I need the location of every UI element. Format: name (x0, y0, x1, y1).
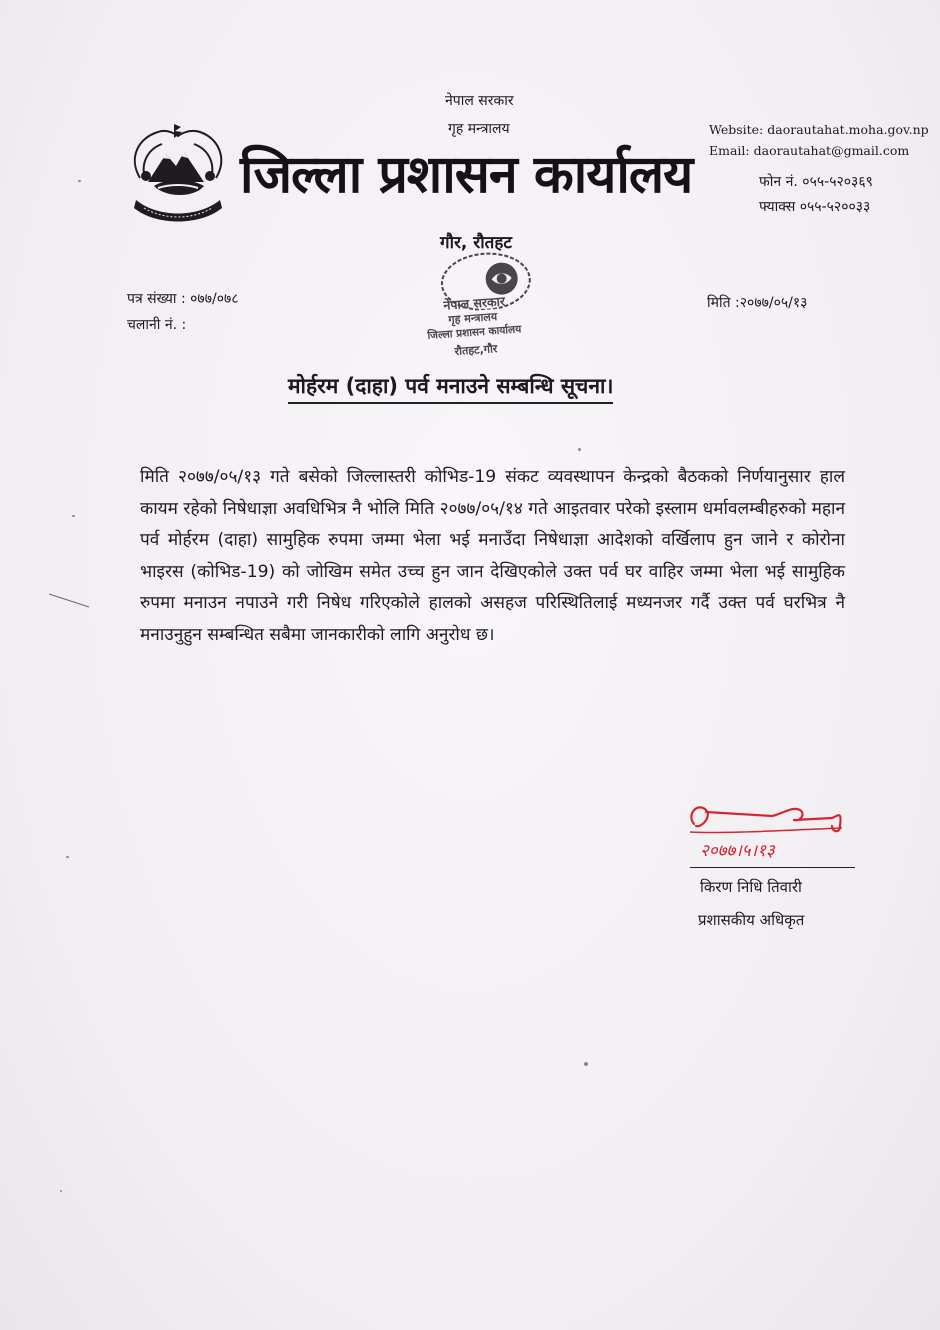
signatory-designation: प्रशासकीय अधिकृत (698, 911, 805, 929)
phone-number: फोन नं. ०५५-५२०३६९ (759, 174, 873, 190)
email-text: Email: daorautahat@gmail.com (709, 143, 910, 158)
signature-date: २०७७।५।१३ (700, 841, 775, 861)
website-text: Website: daorautahat.moha.gov.np (709, 122, 929, 137)
scan-speck (584, 1062, 588, 1066)
scan-speck (78, 180, 81, 182)
scan-speck (66, 856, 69, 858)
office-stamp (414, 246, 552, 380)
dispatch-number: चलानी नं. : (127, 317, 187, 333)
notice-title: मोर्हरम (दाहा) पर्व मनाउने सम्बन्धि सूचना। (288, 372, 613, 404)
stamp-line-4: रौतहट,गौर (454, 342, 498, 359)
fax-number: फ्याक्स ०५५-५२००३३ (759, 199, 871, 215)
stamp-line-1: नेपाल सरकार (442, 293, 506, 313)
scan-speck (578, 448, 581, 451)
signature-line (690, 867, 855, 868)
office-location: गौर, रौतहट (440, 233, 512, 253)
scan-mark (49, 594, 89, 608)
stamp-line-2: गृह मन्त्रालय (447, 310, 498, 327)
government-label: नेपाल सरकार (445, 93, 514, 109)
ministry-label: गृह मन्त्रालय (448, 121, 510, 137)
office-title: जिल्ला प्रशासन कार्यालय (240, 145, 693, 205)
handwritten-signature (682, 798, 852, 866)
stamp-line-3: जिल्ला प्रशासन कार्यालय (427, 323, 522, 342)
signatory-name: किरण निधि तिवारी (700, 878, 802, 896)
nepal-emblem-icon (118, 118, 238, 233)
notice-body: मिति २०७७/०५/१३ गते बसेको जिल्लास्तरी कोभिड-19 संकट व्यवस्थापन केन्द्रको बैठकको निर्णयानुसार हाल कायम रहेको निषेधाज्ञा अवधिभित्र नै भोलि मिति २०७७/०५/१४ गते आइतवार परेको इस्लाम धर्मावलम्बीहरुको महान पर्व मोर्हरम (दाहा) सामुहिक रुपमा जम्मा भेला भई मनाउँदा निषेधाज्ञा आदेशको वर्खिलाप हुन जाने र कोरोना भाइरस (कोभिड-19) को जोखिम समेत उच्च हुन जान देखिएकोले उक्त पर्व घर वाहिर जम्मा भेला भई सामुहिक रुपमा मनाउन नपाउने गरी निषेध गरिएकोले हालको असहज परिस्थितिलाई मध्यनजर गर्दै उक्त पर्व घरभित्र नै मनाउनुहुन सम्बन्धित सबैमा जानकारीको लागि अनुरोध छ। (140, 467, 845, 645)
scan-speck (72, 515, 75, 517)
scan-speck (60, 1190, 62, 1192)
letter-date: मिति :२०७७/०५/१३ (707, 295, 808, 311)
letter-number: पत्र संख्या : ०७७/०७८ (127, 291, 239, 307)
